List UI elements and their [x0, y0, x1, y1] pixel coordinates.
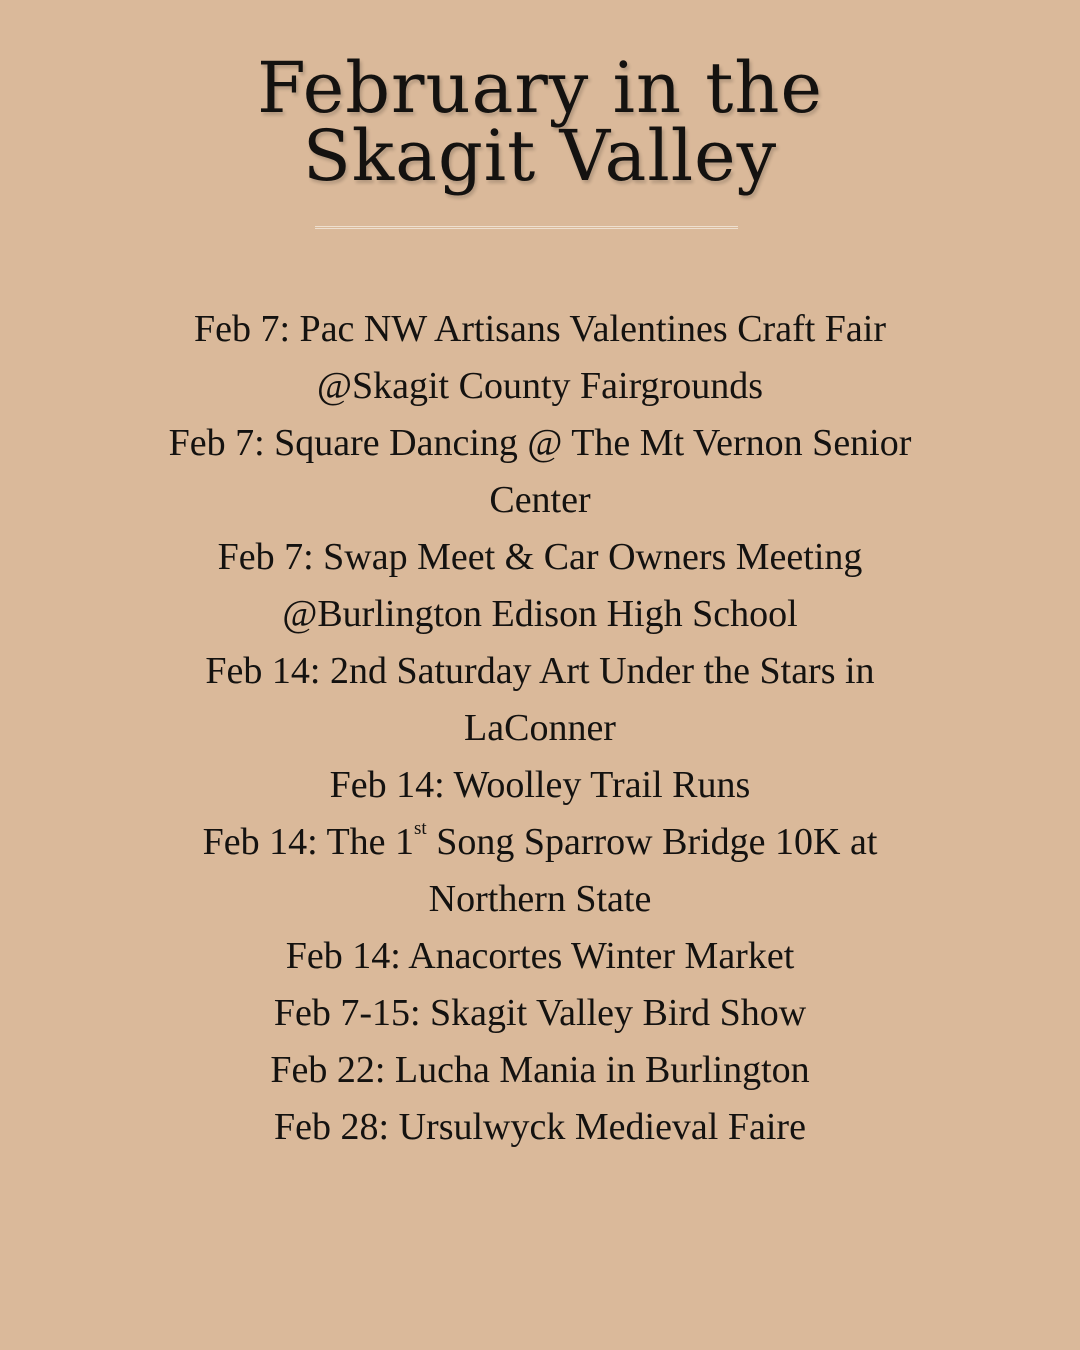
event-item: Feb 14: 2nd Saturday Art Under the Stars in LaConner — [205, 650, 875, 749]
event-item: Feb 28: Ursulwyck Medieval Faire — [274, 1106, 806, 1148]
event-item: Feb 7: Swap Meet & Car Owners Meeting @Burlington Edison High School — [217, 536, 863, 635]
title-line-2: Skagit Valley — [302, 115, 778, 197]
event-text-after: Song Sparrow Bridge 10K at Northern State — [426, 821, 878, 920]
ordinal-suffix: st — [414, 818, 427, 839]
event-list — [150, 301, 930, 1156]
event-item: Feb 7: Pac NW Artisans Valentines Craft Fair @Skagit County Fairgrounds — [194, 308, 886, 407]
event-item: Feb 7-15: Skagit Valley Bird Show — [273, 992, 807, 1034]
event-item: Feb 14: Woolley Trail Runs — [329, 764, 751, 806]
event-item: Feb 7: Square Dancing @ The Mt Vernon Senior Center — [168, 422, 912, 521]
title-divider — [315, 226, 738, 229]
page-title — [0, 47, 1080, 197]
event-item: Feb 22: Lucha Mania in Burlington — [270, 1049, 810, 1091]
event-item — [150, 814, 930, 928]
event-item: Feb 14: Anacortes Winter Market — [285, 935, 795, 977]
event-text-before: Feb 14: The 1 — [202, 821, 415, 863]
title-line-1: February in the — [257, 47, 823, 129]
